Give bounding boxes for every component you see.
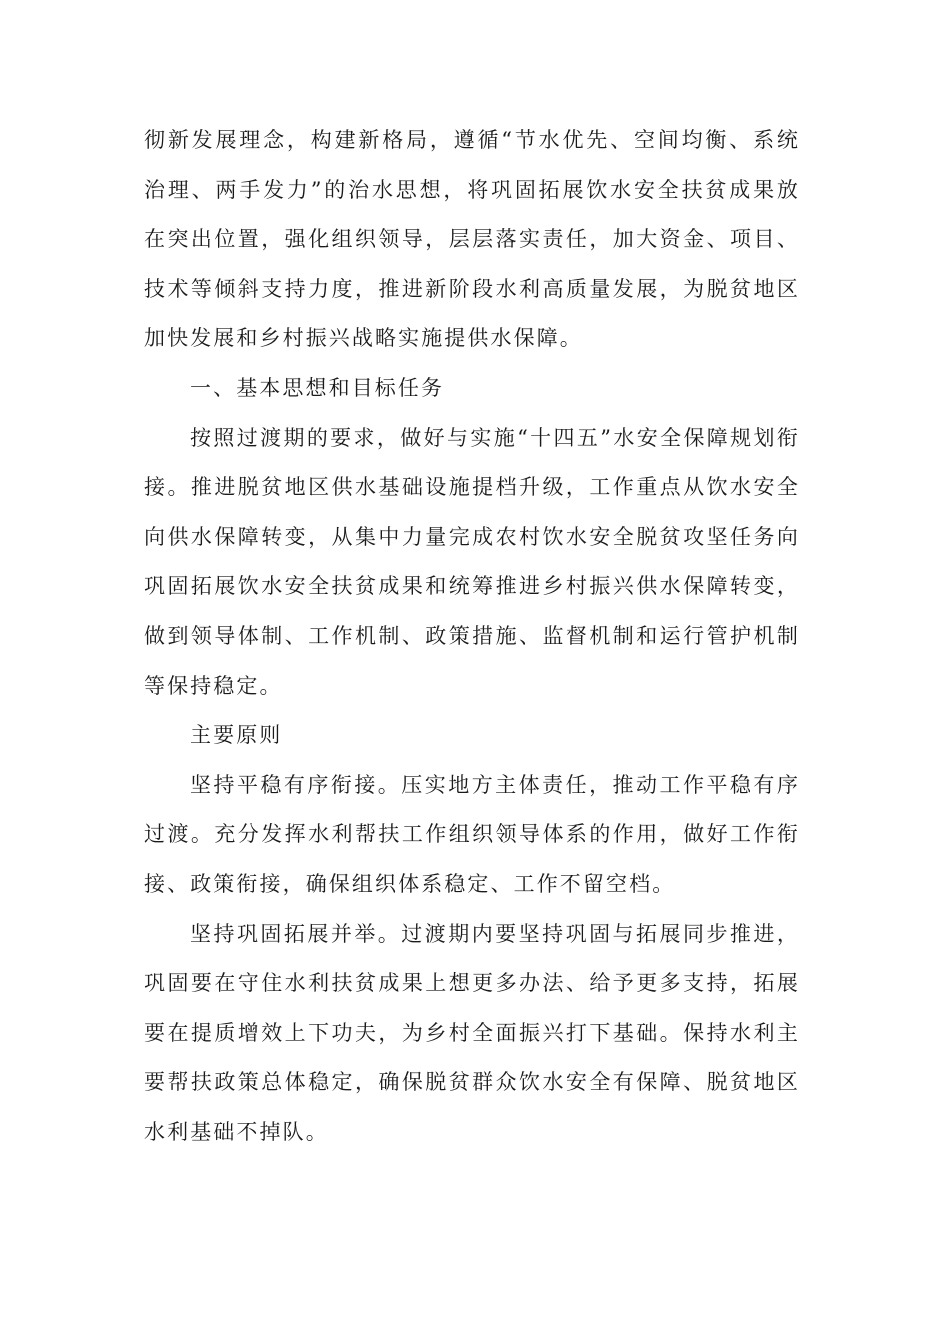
document-page	[144, 116, 800, 1157]
body-paragraph: 坚持巩固拓展并举。过渡期内要坚持巩固与拓展同步推进，巩固要在守住水利扶贫成果上想更多办法、给予更多支持，拓展要在提质增效上下功夫，为乡村全面振兴打下基础。保持水利主要帮扶政策总体稳定，确保脱贫群众饮水安全有保障、脱贫地区水利基础不掉队。	[144, 921, 800, 1144]
body-paragraph: 坚持平稳有序衔接。压实地方主体责任，推动工作平稳有序过渡。充分发挥水利帮扶工作组织领导体系的作用，做好工作衔接、政策衔接，确保组织体系稳定、工作不留空档。	[144, 772, 800, 896]
body-paragraph: 按照过渡期的要求，做好与实施“十四五”水安全保障规划衔接。推进脱贫地区供水基础设施提档升级，工作重点从饮水安全向供水保障转变，从集中力量完成农村饮水安全脱贫攻坚任务向巩固拓展饮水安全扶贫成果和统筹推进乡村振兴供水保障转变，做到领导体制、工作机制、政策措施、监督机制和运行管护机制等保持稳定。	[144, 425, 800, 698]
subsection-heading: 主要原则	[190, 723, 283, 748]
section-heading: 一、基本思想和目标任务	[190, 375, 445, 400]
body-paragraph-continued: 彻新发展理念，构建新格局，遵循“节水优先、空间均衡、系统治理、两手发力”的治水思想，将巩固拓展饮水安全扶贫成果放在突出位置，强化组织领导，层层落实责任，加大资金、项目、技术等倾斜支持力度，推进新阶段水利高质量发展，为脱贫地区加快发展和乡村振兴战略实施提供水保障。	[144, 128, 800, 351]
